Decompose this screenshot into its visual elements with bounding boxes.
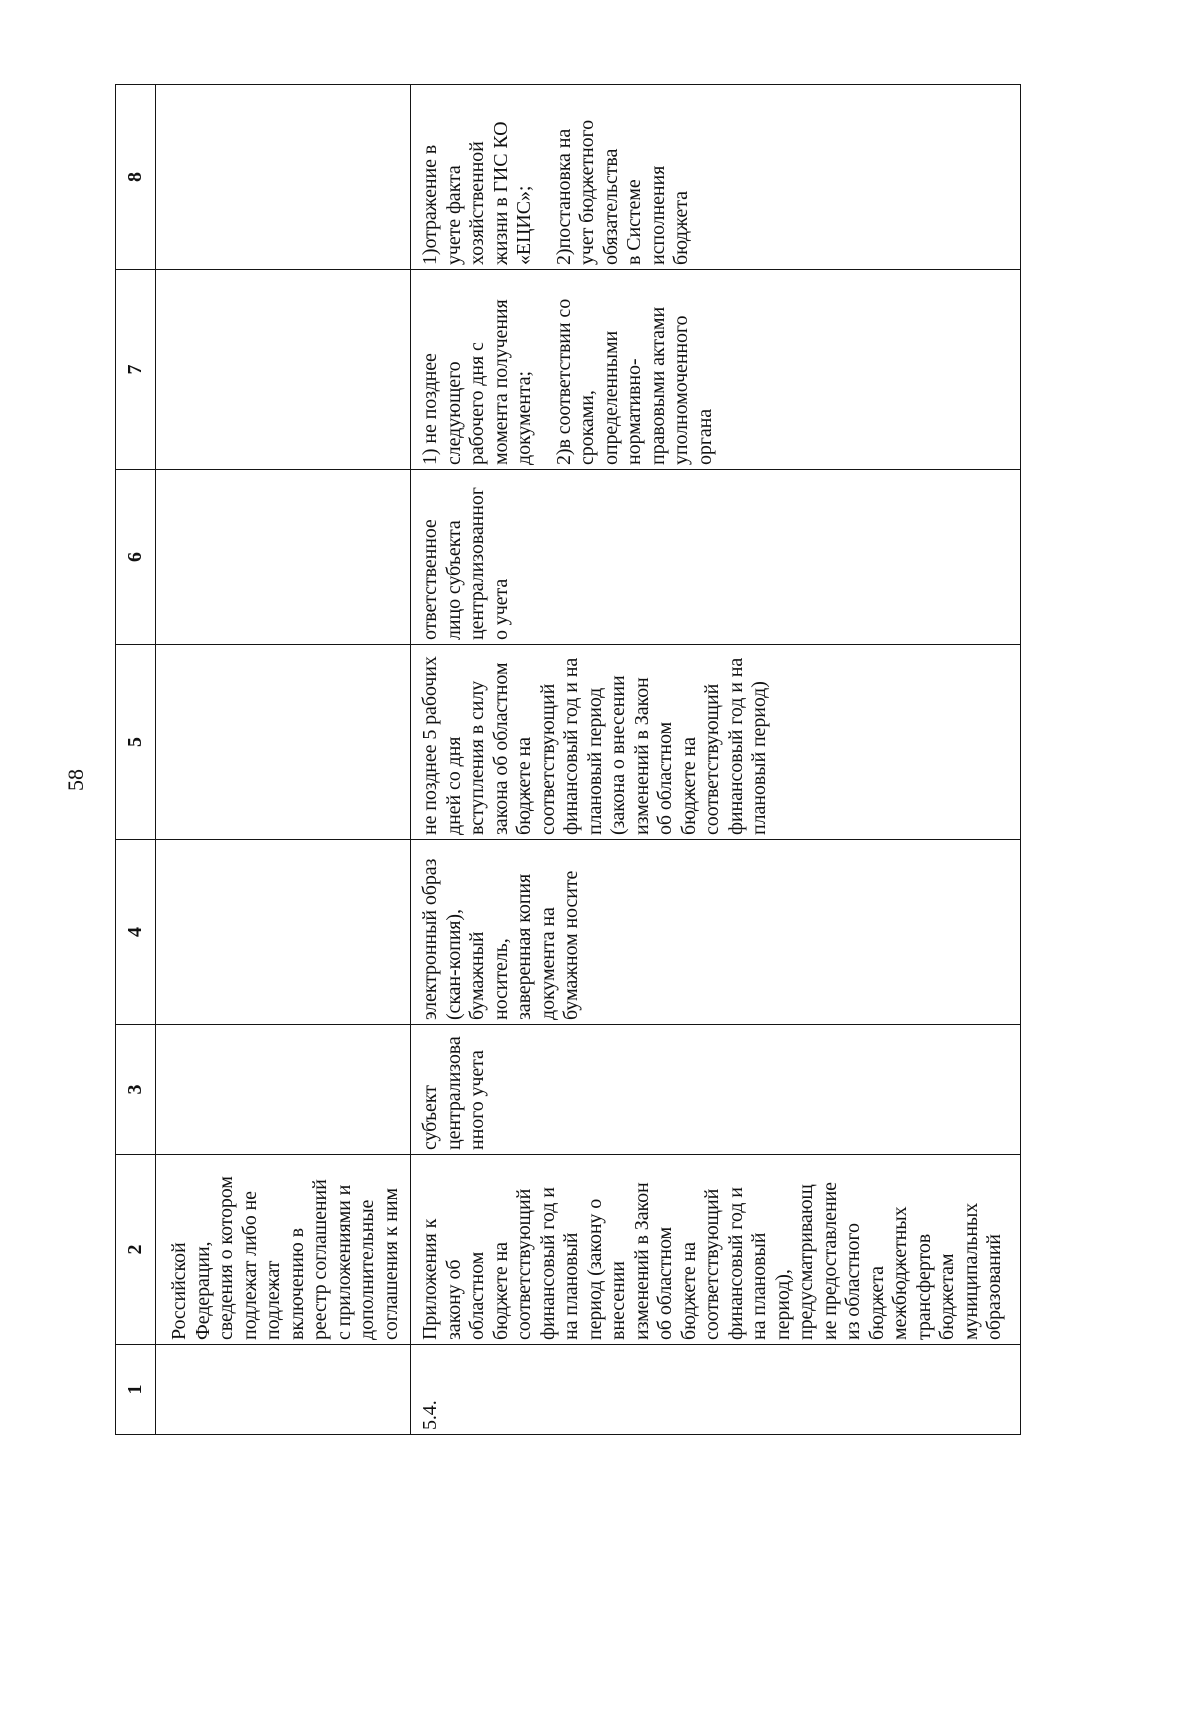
cell-text-line: предусматривающ xyxy=(795,1184,817,1340)
document-table xyxy=(115,84,1021,1435)
table-row xyxy=(411,85,1021,1435)
cell-paragraph xyxy=(419,1029,490,1150)
cell-text-line: бюджете на xyxy=(513,737,535,835)
column-header-1: 1 xyxy=(116,1345,156,1435)
cell-paragraph xyxy=(553,89,694,265)
cell-text-line: уполномоченного xyxy=(670,315,692,465)
cell-text-line: внесении xyxy=(607,1261,629,1340)
cell-text-line: соответствующий xyxy=(701,683,723,835)
cell-text-line: муниципальных xyxy=(959,1202,982,1340)
cell-text-line: образований xyxy=(983,1234,1005,1340)
cell-text-line: бюджета xyxy=(865,1266,888,1340)
cell-text-line: реестр соглашений xyxy=(309,1179,331,1340)
cell-text-line: момента получения xyxy=(489,299,512,465)
cell-text-line: плановый период) xyxy=(748,681,770,835)
table-cell-col-6 xyxy=(411,470,1021,645)
cell-text-line: бюджета xyxy=(670,191,692,265)
cell-text-line: изменений в Закон xyxy=(630,1182,653,1340)
cell-text-line: заверенная копия xyxy=(513,873,535,1020)
cell-text-line: централизованног xyxy=(466,487,488,640)
rotated-table-sheet xyxy=(115,85,1020,1435)
cell-text-line: плановый период xyxy=(583,687,606,835)
cell-text-line: соглашения к ним xyxy=(379,1188,402,1340)
cell-text-line: сведения о котором xyxy=(215,1176,237,1340)
cell-paragraph xyxy=(553,274,718,465)
cell-text-line: правовыми актами xyxy=(646,306,669,465)
cell-text-line: из областного xyxy=(842,1223,864,1340)
header-row xyxy=(116,85,156,1435)
cell-paragraph xyxy=(419,649,772,835)
cell-text-line: межбюджетных xyxy=(889,1206,911,1340)
table-cell-col-2 xyxy=(411,1155,1021,1345)
cell-text-line: ответственное xyxy=(419,519,441,640)
column-header-4: 4 xyxy=(116,840,156,1025)
cell-paragraph xyxy=(419,1349,443,1430)
cell-text-line: бюджетам xyxy=(936,1253,958,1340)
cell-text-line: определенными xyxy=(599,330,622,465)
cell-text-line: на плановый xyxy=(560,1232,582,1340)
cell-text-line: 1) не позднее xyxy=(419,353,441,465)
column-header-6: 6 xyxy=(116,470,156,645)
column-header-8: 8 xyxy=(116,85,156,270)
cell-text-line: Российской xyxy=(168,1242,190,1340)
cell-text-line: жизни в ГИС КО xyxy=(489,121,512,265)
cell-text-line: с приложениями и xyxy=(332,1184,355,1340)
cell-text-line: областном xyxy=(466,1251,488,1340)
table-cell-col-4 xyxy=(411,840,1021,1025)
cell-text-line: соответствующий xyxy=(536,683,559,835)
column-header-7: 7 xyxy=(116,270,156,470)
cell-text-line: Федерации, xyxy=(191,1241,214,1340)
cell-text-line: не позднее 5 рабочих xyxy=(419,656,441,835)
table-cell-col-3 xyxy=(156,1025,411,1155)
cell-paragraph xyxy=(419,89,537,265)
cell-text-line: финансовый год и на xyxy=(724,657,747,835)
cell-text-line: обязательства xyxy=(599,148,622,265)
cell-text-line: 1)отражение в xyxy=(419,144,441,265)
cell-text-line: закону об xyxy=(442,1259,465,1340)
cell-text-line: исполнения xyxy=(646,165,669,265)
column-header-5: 5 xyxy=(116,645,156,840)
cell-text-line: (скан-копия), xyxy=(442,909,465,1020)
cell-paragraph xyxy=(168,1159,403,1340)
cell-text-line: вступления в силу xyxy=(466,680,488,835)
table-cell-col-1 xyxy=(156,1345,411,1435)
cell-text-line: финансовый год и xyxy=(724,1187,747,1340)
cell-text-line: сроками, xyxy=(576,390,598,465)
cell-text-line: в Системе xyxy=(623,179,645,265)
cell-text-line: бумажный xyxy=(466,931,488,1020)
cell-paragraph xyxy=(419,274,537,465)
cell-text-line: бюджете на xyxy=(677,1242,700,1340)
column-header-3: 3 xyxy=(116,1025,156,1155)
table-cell-col-7 xyxy=(156,270,411,470)
cell-text-line: нного учета xyxy=(466,1050,488,1150)
cell-text-line: лицо субъекта xyxy=(442,520,465,640)
cell-paragraph xyxy=(419,474,513,640)
table-cell-col-3 xyxy=(411,1025,1021,1155)
cell-text-line: субъект xyxy=(419,1085,441,1150)
cell-text-line: об областном xyxy=(654,721,676,835)
table-body xyxy=(156,85,1021,1435)
cell-text-line: бюджете на xyxy=(489,1242,512,1340)
cell-text-line: «ЕЦИС»; xyxy=(513,185,535,265)
table-header xyxy=(116,85,156,1435)
cell-text-line: период), xyxy=(771,1269,794,1340)
cell-text-line: финансовый год и на xyxy=(560,657,582,835)
table-cell-col-4 xyxy=(156,840,411,1025)
cell-text-line: 2)постановка на xyxy=(552,128,575,265)
table-cell-col-1 xyxy=(411,1345,1021,1435)
cell-text-line: хозяйственной xyxy=(466,141,488,265)
cell-text-line: (закона о внесении xyxy=(607,675,629,835)
cell-text-line: носитель, xyxy=(489,938,512,1020)
table-cell-col-5 xyxy=(156,645,411,840)
cell-text-line: подлежат xyxy=(262,1260,284,1340)
cell-text-line: централизова xyxy=(442,1036,465,1150)
table-cell-col-5 xyxy=(411,645,1021,840)
cell-text-line: нормативно- xyxy=(623,358,645,465)
cell-text-line: ие предоставление xyxy=(818,1182,841,1340)
table-cell-col-8 xyxy=(411,85,1021,270)
cell-text-line: учете факта xyxy=(442,165,465,265)
column-header-2: 2 xyxy=(116,1155,156,1345)
cell-text-line: об областном xyxy=(654,1226,676,1340)
cell-text-line: период (закону о xyxy=(583,1198,606,1340)
cell-text-line: закона об областном xyxy=(489,662,512,835)
cell-text-line: рабочего дня с xyxy=(466,342,488,465)
cell-text-line: соответствующий xyxy=(513,1188,535,1340)
cell-text-line: бумажном носите xyxy=(560,870,582,1020)
table-cell-col-7 xyxy=(411,270,1021,470)
table-cell-col-2 xyxy=(156,1155,411,1345)
cell-text-line: включению в xyxy=(285,1228,308,1340)
cell-text-line: дополнительные xyxy=(356,1199,378,1340)
cell-text-line: о учета xyxy=(489,578,512,640)
cell-text-line: дней со дня xyxy=(442,736,465,835)
table-row xyxy=(156,85,411,1435)
cell-text-line: изменений в Закон xyxy=(630,677,653,835)
cell-text-line: документа; xyxy=(513,370,535,465)
cell-paragraph xyxy=(419,1159,1007,1340)
cell-text-line: бюджете на xyxy=(677,737,700,835)
cell-text-line: учет бюджетного xyxy=(576,119,598,265)
cell-text-line: следующего xyxy=(442,361,465,465)
cell-text-line: 2)в соответствии со xyxy=(552,298,575,465)
cell-text-line: 5.4. xyxy=(419,1400,441,1430)
cell-text-line: подлежат либо не xyxy=(238,1191,261,1340)
cell-text-line: соответствующий xyxy=(701,1188,723,1340)
cell-text-line: органа xyxy=(693,408,716,465)
cell-text-line: финансовый год и xyxy=(536,1187,559,1340)
table-cell-col-8 xyxy=(156,85,411,270)
cell-text-line: Приложения к xyxy=(419,1218,441,1340)
cell-text-line: электронный образ xyxy=(419,858,441,1020)
table-cell-col-6 xyxy=(156,470,411,645)
cell-paragraph xyxy=(419,844,584,1020)
cell-text-line: на плановый xyxy=(748,1232,770,1340)
page-number: 58 xyxy=(63,769,88,791)
cell-text-line: документа на xyxy=(536,907,559,1020)
cell-text-line: трансфертов xyxy=(912,1233,935,1340)
